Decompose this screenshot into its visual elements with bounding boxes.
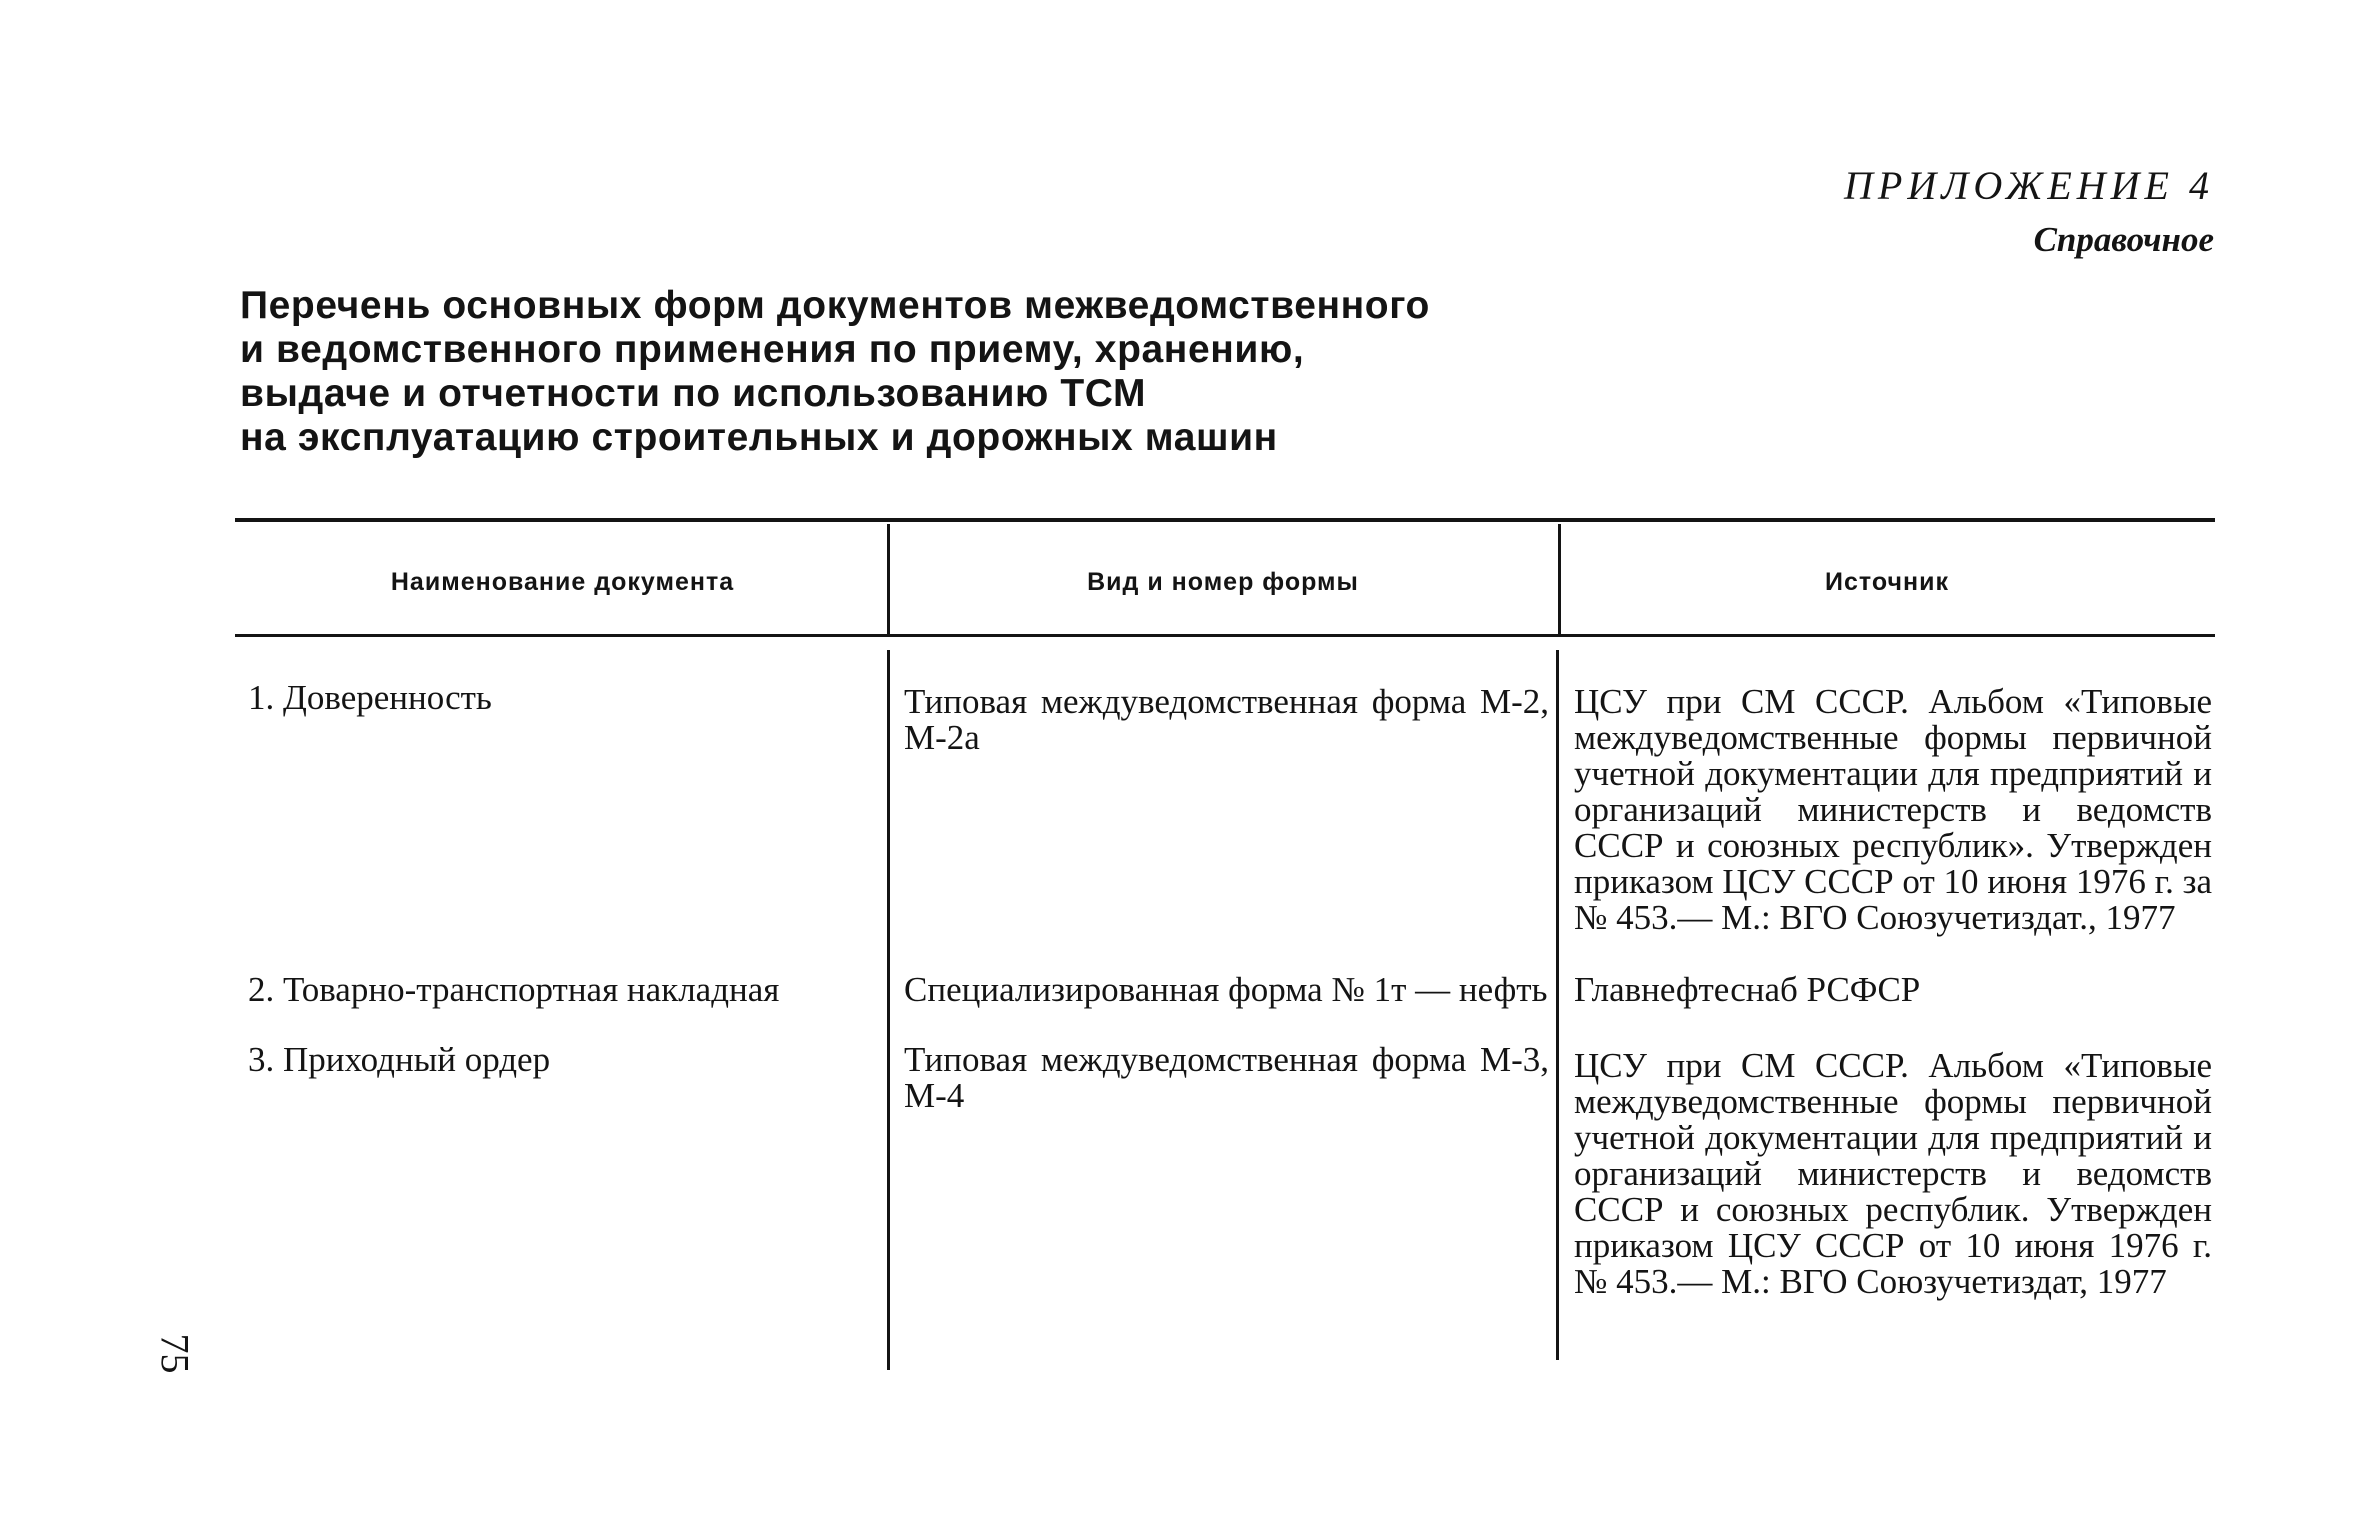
- form-type-cell: Типовая междуведомственная форма М-2, М-2а: [904, 682, 1549, 757]
- appendix-note: Справочное: [2033, 220, 2214, 259]
- appendix-label: ПРИЛОЖЕНИЕ 4: [1844, 163, 2214, 208]
- column-divider: [1556, 650, 1559, 1360]
- header-divider: [887, 524, 890, 636]
- document-name-cell: 2. Товарно-транспортная накладная: [248, 970, 780, 1009]
- column-header-form: Вид и номер формы: [1087, 568, 1359, 596]
- column-divider: [887, 650, 890, 1370]
- source-cell: ЦСУ при СМ СССР. Альбом «Типовые междуведомственные формы первичной учетной документации для предприятий и организаций министерств и ведомств СССР и союзных республик. Утвержден приказом ЦСУ СССР от 10 июня 1976 г. № 453.— М.: ВГО Союзучетиздат, 1977: [1574, 1046, 2212, 1301]
- source-cell: ЦСУ при СМ СССР. Альбом «Типовые междуведомственные формы первичной учетной документации для предприятий и организаций министерств и ведомств СССР и союзных республик». Утвержден приказом ЦСУ СССР от 10 июня 1976 г. за № 453.— М.: ВГО Союзучетиздат., 1977: [1574, 682, 2212, 937]
- document-name-cell: 1. Доверенность: [248, 678, 492, 717]
- column-header-name: Наименование документа: [390, 568, 735, 596]
- title-line: Перечень основных форм документов межведомственного: [240, 284, 1430, 327]
- source-cell: Главнефтеснаб РСФСР: [1574, 970, 1921, 1009]
- form-type-cell: Типовая междуведомственная форма М-3, М-4: [904, 1040, 1549, 1115]
- header-divider: [1558, 524, 1561, 636]
- form-type-cell: Специализированная форма № 1т — нефть: [904, 970, 1548, 1009]
- column-header-source: Источник: [1825, 568, 1949, 596]
- table-top-rule: [235, 518, 2215, 522]
- title-line: выдаче и отчетности по использованию ТСМ: [240, 372, 1147, 415]
- title-line: на эксплуатацию строительных и дорожных машин: [240, 416, 1278, 459]
- title-line: и ведомственного применения по приему, хранению,: [240, 328, 1305, 371]
- document-name-cell: 3. Приходный ордер: [248, 1040, 551, 1079]
- document-title: [240, 284, 1540, 460]
- table-header-rule: [235, 634, 2215, 637]
- page-number: 75: [152, 1333, 198, 1374]
